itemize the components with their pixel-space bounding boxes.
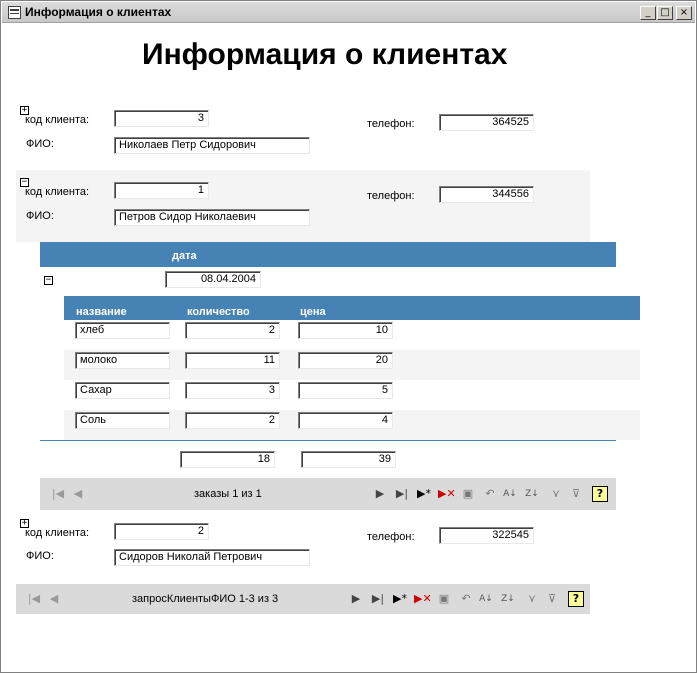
- new-record-icon[interactable]: ▶*: [393, 592, 407, 605]
- save-icon[interactable]: ▣: [438, 592, 450, 605]
- next-record-icon[interactable]: ▶: [351, 592, 361, 605]
- fio-field[interactable]: Сидоров Николай Петрович: [114, 549, 310, 566]
- item-price-field[interactable]: 4: [298, 412, 393, 429]
- orders-header: [40, 242, 616, 267]
- item-price-field[interactable]: 5: [298, 382, 393, 399]
- item-name-field[interactable]: молоко: [75, 352, 170, 369]
- date-column-header: дата: [172, 250, 197, 262]
- orders-navigation-bar: [40, 478, 616, 510]
- order-items-header: [64, 296, 640, 320]
- sort-descending-icon[interactable]: Z↓: [525, 489, 539, 499]
- client-code-field[interactable]: 1: [114, 182, 209, 199]
- collapse-icon[interactable]: −: [21, 177, 28, 187]
- sort-descending-icon[interactable]: Z↓: [501, 594, 515, 604]
- phone-label: телефон:: [367, 118, 415, 130]
- filter-by-selection-icon[interactable]: ⋎: [551, 487, 561, 500]
- minimize-button[interactable]: _: [640, 6, 656, 20]
- main-navigation-bar: [16, 584, 590, 614]
- undo-icon[interactable]: ↶: [461, 592, 471, 605]
- new-record-icon[interactable]: ▶*: [417, 487, 431, 500]
- record-counter: запросКлиентыФИО 1-3 из 3: [132, 593, 279, 605]
- filter-icon[interactable]: ⊽: [547, 592, 557, 605]
- title-bar[interactable]: [2, 2, 695, 23]
- help-icon[interactable]: ?: [592, 486, 608, 502]
- name-column-header: название: [76, 306, 127, 318]
- phone-field[interactable]: 344556: [439, 186, 534, 203]
- client-record-band: [16, 170, 590, 242]
- delete-record-icon[interactable]: ▶✕: [438, 487, 456, 500]
- expand-icon[interactable]: +: [21, 518, 28, 528]
- previous-record-icon[interactable]: ◀: [73, 487, 83, 500]
- record-counter: заказы 1 из 1: [194, 488, 262, 500]
- filter-by-selection-icon[interactable]: ⋎: [527, 592, 537, 605]
- phone-field[interactable]: 364525: [439, 114, 534, 131]
- save-icon[interactable]: ▣: [462, 487, 474, 500]
- phone-label: телефон:: [367, 531, 415, 543]
- price-column-header: цена: [300, 306, 326, 318]
- page-title: Информация о клиентах: [142, 38, 508, 71]
- client-code-label: код клиента:: [25, 114, 90, 126]
- total-price-field[interactable]: 39: [301, 451, 396, 468]
- delete-record-icon[interactable]: ▶✕: [414, 592, 432, 605]
- fio-label: ФИО:: [26, 210, 54, 222]
- divider: [40, 440, 616, 441]
- phone-field[interactable]: 322545: [439, 527, 534, 544]
- fio-label: ФИО:: [26, 138, 54, 150]
- expand-icon[interactable]: +: [21, 105, 28, 115]
- close-button[interactable]: ×: [676, 6, 692, 20]
- last-record-icon[interactable]: ▶|: [371, 592, 385, 605]
- item-price-field[interactable]: 10: [298, 322, 393, 339]
- help-icon[interactable]: ?: [568, 591, 584, 607]
- undo-icon[interactable]: ↶: [485, 487, 495, 500]
- item-name-field[interactable]: Сахар: [75, 382, 170, 399]
- last-record-icon[interactable]: ▶|: [395, 487, 409, 500]
- item-price-field[interactable]: 20: [298, 352, 393, 369]
- sort-ascending-icon[interactable]: A↓: [503, 489, 517, 499]
- collapse-icon[interactable]: −: [45, 275, 52, 285]
- window-title: Информация о клиентах: [25, 5, 172, 19]
- item-name-field[interactable]: хлеб: [75, 322, 170, 339]
- phone-label: телефон:: [367, 190, 415, 202]
- item-qty-field[interactable]: 2: [185, 322, 280, 339]
- filter-icon[interactable]: ⊽: [571, 487, 581, 500]
- previous-record-icon[interactable]: ◀: [49, 592, 59, 605]
- item-qty-field[interactable]: 3: [185, 382, 280, 399]
- item-qty-field[interactable]: 2: [185, 412, 280, 429]
- fio-label: ФИО:: [26, 550, 54, 562]
- total-qty-field[interactable]: 18: [180, 451, 275, 468]
- item-name-field[interactable]: Соль: [75, 412, 170, 429]
- next-record-icon[interactable]: ▶: [375, 487, 385, 500]
- order-date-field[interactable]: 08.04.2004: [165, 271, 261, 288]
- client-code-label: код клиента:: [25, 186, 90, 198]
- fio-field[interactable]: Николаев Петр Сидорович: [114, 137, 310, 154]
- fio-field[interactable]: Петров Сидор Николаевич: [114, 209, 310, 226]
- maximize-button[interactable]: □: [657, 6, 673, 20]
- first-record-icon[interactable]: |◀: [27, 592, 41, 605]
- client-code-field[interactable]: 3: [114, 110, 209, 127]
- form-icon: [8, 6, 21, 19]
- client-code-label: код клиента:: [25, 527, 90, 539]
- sort-ascending-icon[interactable]: A↓: [479, 594, 493, 604]
- first-record-icon[interactable]: |◀: [51, 487, 65, 500]
- client-code-field[interactable]: 2: [114, 523, 209, 540]
- qty-column-header: количество: [187, 306, 250, 318]
- item-qty-field[interactable]: 11: [185, 352, 280, 369]
